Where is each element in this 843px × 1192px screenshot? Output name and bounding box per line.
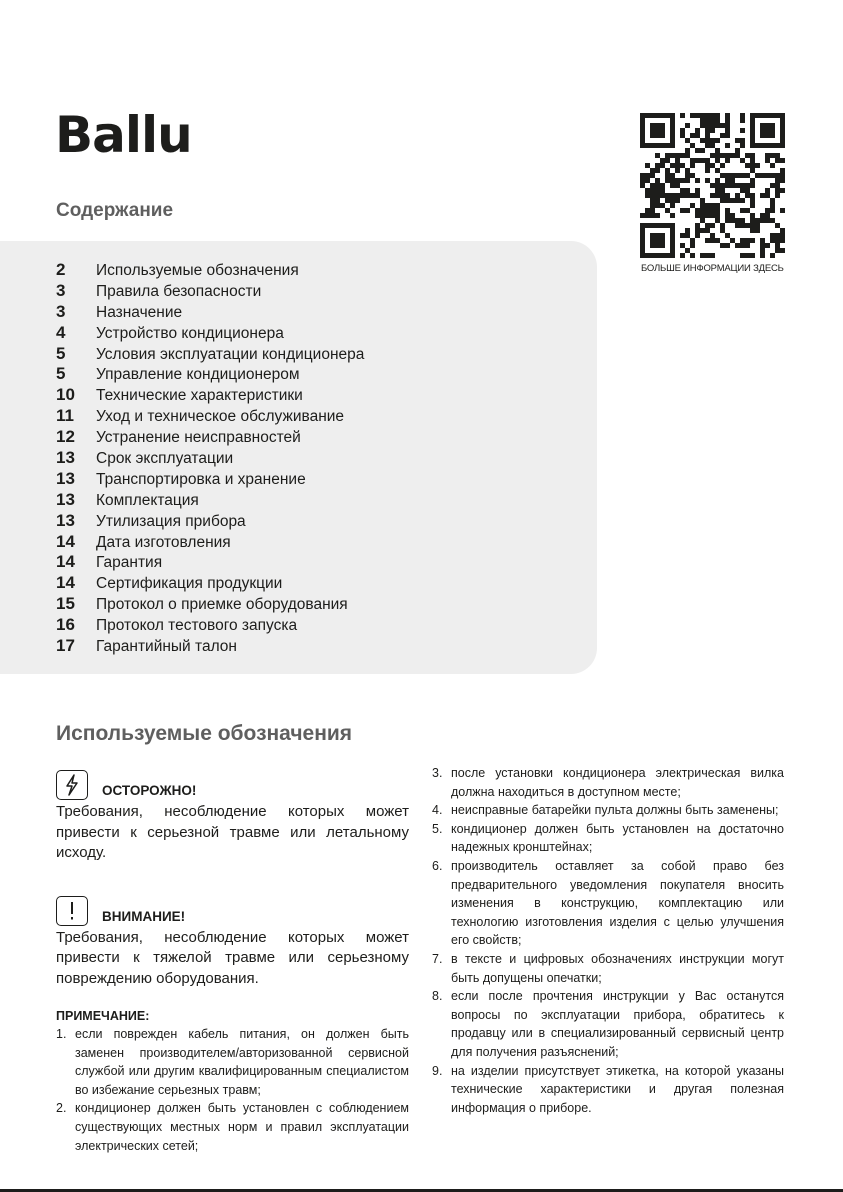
toc-item[interactable] (56, 427, 364, 448)
toc-item-label: Комплектация (96, 491, 199, 509)
note-item (56, 1099, 409, 1155)
toc-page-number: 11 (56, 406, 74, 426)
toc-item[interactable] (56, 364, 364, 385)
toc-item-label: Протокол о приемке оборудования (96, 596, 348, 614)
toc-page-number: 13 (56, 448, 75, 468)
note-item (432, 801, 784, 820)
note-number: 5. (432, 821, 443, 836)
toc-page-number: 17 (56, 636, 75, 656)
toc-item-label: Гарантия (96, 554, 163, 572)
toc-page-number: 13 (56, 489, 75, 509)
attention-text: Требования, несоблюдение которых может привести к тяжелой травме или серьезному повреждению оборудования. (56, 928, 409, 987)
toc-item-label: Назначение (96, 303, 183, 321)
toc-page-number: 10 (56, 385, 75, 405)
note-number: 4. (432, 803, 443, 818)
toc-item-label: Протокол тестового запуска (96, 617, 298, 635)
caution-title: ОСТОРОЖНО! (102, 783, 197, 798)
right-column (432, 764, 784, 1117)
note-text: кондиционер должен быть установлен на достаточно надежных кронштейнах; (451, 821, 784, 855)
note-item (432, 857, 784, 950)
note-text: после установки кондиционера электрическая вилка должна находиться в доступном месте; (451, 766, 784, 799)
toc-page-number: 12 (56, 427, 75, 447)
toc-item-label: Правила безопасности (96, 282, 262, 300)
note-number: 3. (432, 766, 443, 780)
note-item (56, 1025, 409, 1099)
toc-item[interactable] (56, 615, 364, 636)
toc-page-number: 3 (56, 301, 66, 321)
toc-item[interactable] (56, 552, 364, 573)
toc-item-label: Гарантийный талон (96, 638, 237, 656)
toc-item-label: Устранение неисправностей (96, 429, 301, 447)
toc-page-number: 3 (56, 280, 66, 300)
toc-item-label: Условия эксплуатации кондиционера (96, 345, 365, 363)
toc-page-number: 2 (56, 260, 66, 279)
toc-item[interactable] (56, 511, 364, 532)
toc-item-label: Утилизация прибора (96, 512, 246, 530)
toc-page-number: 4 (56, 322, 66, 342)
note-number: 9. (432, 1063, 443, 1078)
ballu-logo: Ballu (55, 106, 192, 164)
note-number: 8. (432, 989, 443, 1004)
toc-item-label: Срок эксплуатации (96, 450, 234, 468)
attention-block (56, 886, 409, 990)
note-item (432, 987, 784, 1061)
note-text: неисправные батарейки пульта должны быть заменены; (451, 803, 779, 818)
note-text: если поврежден кабель питания, он должен быть заменен производителем/авторизованной сервисной службой или другим квалифицированным специалистом во избежание серьезных травм; (75, 1027, 409, 1097)
section-title: Используемые обозначения (56, 722, 353, 745)
toc-item[interactable] (56, 448, 364, 469)
caution-block (56, 760, 409, 864)
note-item (432, 764, 784, 801)
note-item (432, 1062, 784, 1118)
toc-page-number: 13 (56, 468, 75, 488)
note-item (432, 950, 784, 987)
toc-page-number: 15 (56, 594, 75, 614)
toc-item-label: Дата изготовления (96, 533, 231, 551)
toc-page-number: 5 (56, 364, 66, 384)
toc-item-label: Сертификация продукции (96, 575, 283, 593)
toc-page-number: 5 (56, 343, 66, 363)
notes-list-left (56, 1025, 409, 1155)
toc-item[interactable] (56, 302, 364, 323)
toc-item[interactable] (56, 406, 364, 427)
toc-page-number: 13 (56, 510, 75, 530)
note-number: 7. (432, 951, 443, 966)
toc-item[interactable] (56, 323, 364, 344)
note-text: в тексте и цифровых обозначениях инструкции могут быть допущены опечатки; (451, 951, 784, 985)
toc-item-label: Уход и техническое обслуживание (96, 408, 345, 426)
toc-list (56, 260, 364, 657)
qr-caption: БОЛЬШЕ ИНФОРМАЦИИ ЗДЕСЬ (641, 263, 784, 274)
note-title: ПРИМЕЧАНИЕ: (56, 1009, 150, 1023)
toc-item[interactable] (56, 344, 364, 365)
toc-item[interactable] (56, 573, 364, 594)
note-text: на изделии присутствует этикетка, на которой указаны технические характеристики и другая полезная информация о приборе. (451, 1063, 784, 1115)
note-text: кондиционер должен быть установлен с соблюдением существующих местных норм и правил эксплуатации электрических сетей; (75, 1101, 409, 1153)
toc-page-number: 16 (56, 615, 75, 635)
note-number: 2. (56, 1101, 67, 1116)
left-column (56, 760, 409, 1155)
toc-item-label: Устройство кондиционера (96, 324, 284, 342)
toc-item-label: Используемые обозначения (96, 262, 299, 279)
qr-code-icon[interactable] (640, 113, 785, 258)
toc-page-number: 14 (56, 552, 75, 572)
toc-item-label: Транспортировка и хранение (96, 470, 306, 488)
toc-item[interactable] (56, 385, 364, 406)
attention-title: ВНИМАНИЕ! (102, 908, 186, 924)
toc-item-label: Технические характеристики (96, 387, 303, 405)
toc-page-number: 14 (56, 573, 75, 593)
caution-text: Требования, несоблюдение которых может привести к серьезной травме или летальному исходу. (56, 803, 409, 861)
toc-item[interactable] (56, 260, 364, 281)
note-number: 1. (56, 1027, 67, 1041)
toc-item[interactable] (56, 469, 364, 490)
toc-item-label: Управление кондиционером (96, 366, 300, 384)
toc-item[interactable] (56, 532, 364, 553)
toc-item[interactable] (56, 281, 364, 302)
toc-item[interactable] (56, 594, 364, 615)
exclamation-warning-icon (56, 896, 88, 926)
note-text: если после прочтения инструкции у Вас останутся вопросы по эксплуатации прибора, обратитесь к продавцу или в специализированный сервисный центр для получения разъяснений; (451, 989, 784, 1059)
note-text: производитель оставляет за собой право без предварительного уведомления покупателя вносить изменения в конструкцию, комплектацию или технологию изготовления изделия с целью улучшения его свойств; (451, 858, 784, 948)
note-item (432, 820, 784, 857)
lightning-warning-icon (56, 770, 88, 800)
toc-item[interactable] (56, 636, 364, 657)
toc-item[interactable] (56, 490, 364, 511)
toc-page-number: 14 (56, 531, 75, 551)
notes-list-right (432, 764, 784, 1117)
note-number: 6. (432, 858, 443, 873)
toc-title: Содержание (56, 200, 174, 221)
